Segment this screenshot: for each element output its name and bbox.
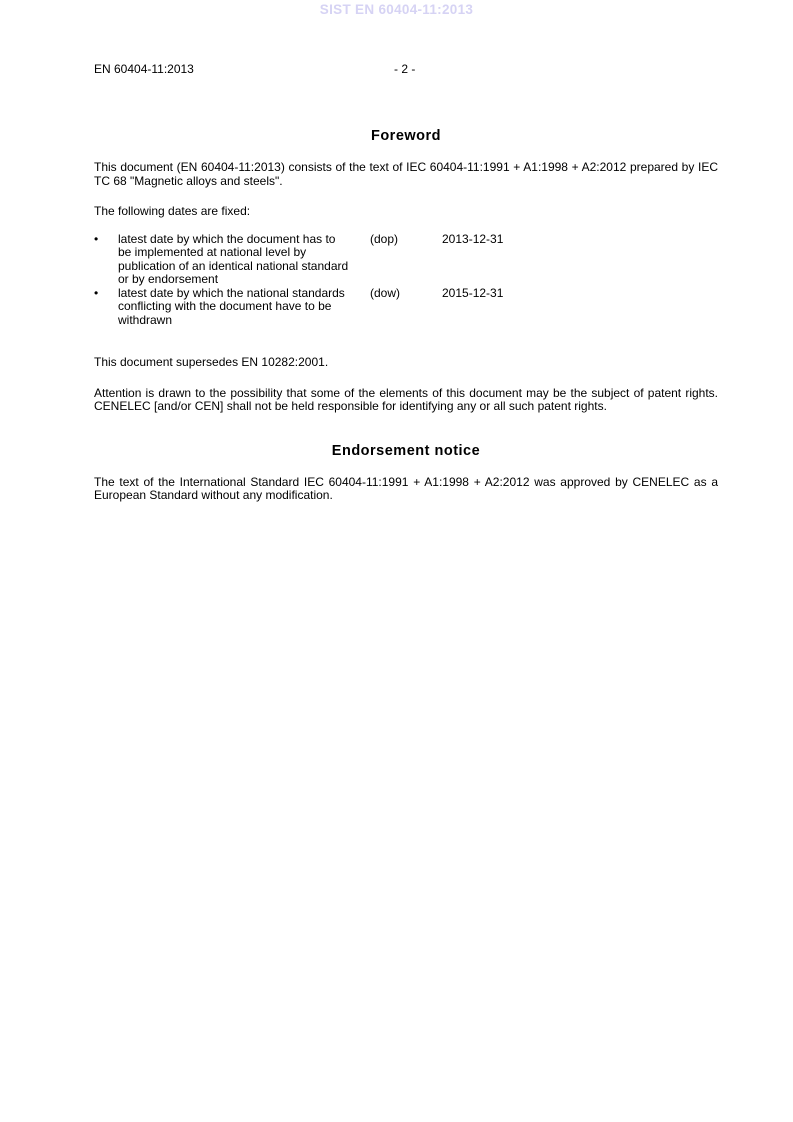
document-id: EN 60404-11:2013 <box>94 62 194 76</box>
supersedes-statement: This document supersedes EN 10282:2001. <box>94 355 329 369</box>
date-code: (dow) <box>370 285 401 300</box>
foreword-title: Foreword <box>370 128 442 144</box>
dates-list <box>94 233 718 328</box>
endorsement-title: Endorsement notice <box>331 442 481 459</box>
date-code: (dop) <box>370 231 399 246</box>
page-content <box>94 128 718 503</box>
list-item <box>94 287 718 328</box>
date-description: latest date by which the national standards conflicting with the document have to be withdrawn <box>118 285 345 327</box>
date-description: latest date by which the document has to be implemented at national level by publication of an identical national standard or by endorsement <box>118 231 349 286</box>
watermark-text: SIST EN 60404-11:2013 <box>319 2 474 17</box>
endorsement-text: The text of the International Standard IEC 60404-11:1991 + A1:1998 + A2:2012 was approved by CENELEC as a European Standard without any modification. <box>94 474 718 502</box>
date-value: 2013-12-31 <box>442 231 504 246</box>
dates-intro: The following dates are fixed: <box>94 204 251 218</box>
patent-attention-statement: Attention is drawn to the possibility that some of the elements of this document may be the subject of patent rights. CENELEC [and/or CEN] shall not be held responsible for identifying any or all such patent rights. <box>94 385 718 413</box>
bullet-icon: • <box>94 231 99 246</box>
date-value: 2015-12-31 <box>442 285 504 300</box>
bullet-icon: • <box>94 285 99 300</box>
list-item <box>94 233 718 287</box>
page-number: - 2 - <box>394 62 416 76</box>
running-header <box>94 63 699 77</box>
foreword-intro: This document (EN 60404-11:2013) consists of the text of IEC 60404-11:1991 + A1:1998 + A2:2012 prepared by IEC TC 68 "Magnetic alloys and steels". <box>94 160 718 188</box>
